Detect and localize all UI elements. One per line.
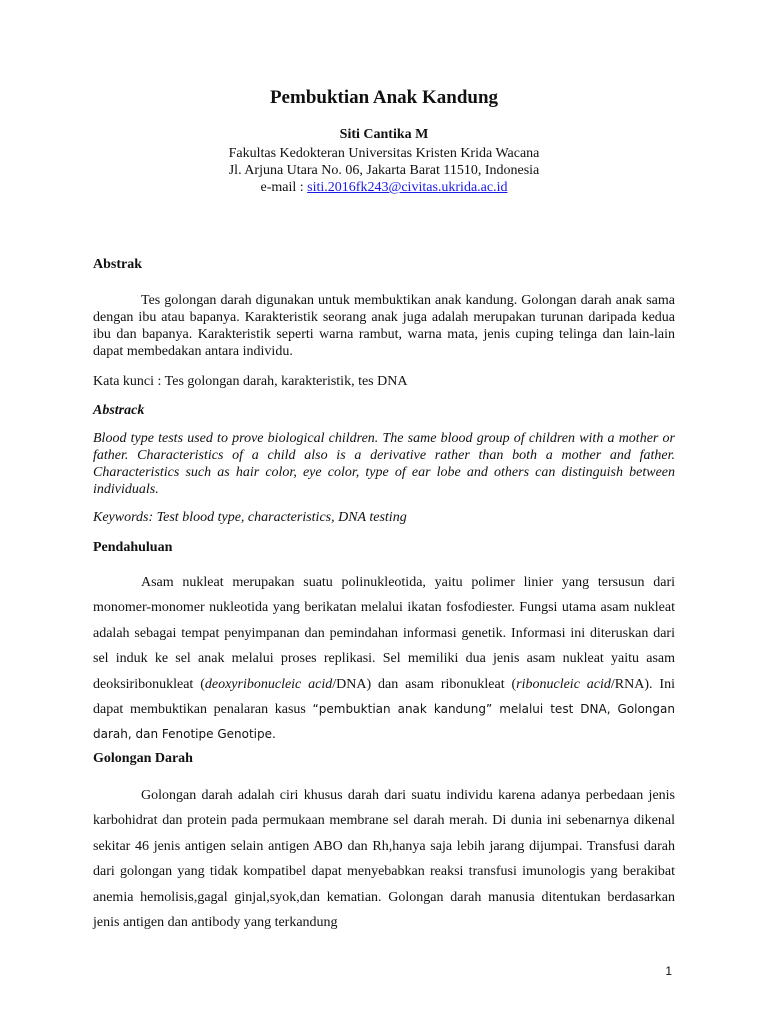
- pendahuluan-text-c: /RNA). Ini dapat membuktikan penalaran kasus: [93, 676, 675, 718]
- abstrak-keywords: Kata kunci : Tes golongan darah, karakteristik, tes DNA: [93, 374, 408, 389]
- abstrak-body: Tes golongan darah digunakan untuk membuktikan anak kandung. Golongan darah anak sama dengan ibu atau bapanya. Karakteristik seorang anak juga adalah merupakan turunan daripada kedua ibu dan bapanya. Karakteristik seperti warna rambut, warna mata, jenis cuping telinga dan lain-lain dapat membedakan antara individu.: [93, 293, 675, 359]
- pendahuluan-text-d: “pembuktian anak kandung” melalui test DNA, Golongan darah, dan Fenotipe Genotipe.: [93, 702, 675, 742]
- pendahuluan-body: [93, 570, 675, 748]
- paper-title: Pembuktian Anak Kandung: [269, 87, 499, 108]
- term-dna: deoxyribonucleic acid: [204, 676, 333, 692]
- email-prefix: e-mail :: [260, 180, 308, 195]
- abstrak-heading: Abstrak: [93, 257, 143, 272]
- page-number: 1: [665, 964, 672, 978]
- affiliation-address: Jl. Arjuna Utara No. 06, Jakarta Barat 11510, Indonesia: [228, 163, 540, 178]
- pendahuluan-heading: Pendahuluan: [93, 540, 173, 555]
- abstract-en-heading: Abstrack: [93, 403, 145, 418]
- term-rna: ribonucleic acid: [516, 676, 611, 692]
- email-link[interactable]: siti.2016fk243@civitas.ukrida.ac.id: [307, 180, 508, 195]
- golongan-darah-heading: Golongan Darah: [93, 751, 193, 766]
- abstract-en-keywords: Keywords: Test blood type, characteristics, DNA testing: [93, 510, 407, 525]
- affiliation-faculty: Fakultas Kedokteran Universitas Kristen Krida Wacana: [228, 146, 540, 161]
- author-name: Siti Cantika M: [339, 127, 429, 142]
- affiliation-email-line: [0, 179, 768, 196]
- golongan-darah-body: Golongan darah adalah ciri khusus darah dari suatu individu karena adanya perbedaan jenis karbohidrat dan protein pada permukaan membrane sel darah merah. Di dunia ini sebenarnya dikenal sekitar 46 jenis antigen selain antigen ABO dan Rh,hanya saja lebih jarang dijumpai. Transfusi darah dari golongan yang tidak kompatibel dapat menyebabkan reaksi transfusi imunologis yang berakibat anemia hemolisis,gagal ginjal,syok,dan kematian. Golongan darah manusia ditentukan berdasarkan jenis antigen dan antibody yang terkandung: [93, 788, 675, 931]
- pendahuluan-text-a: Asam nukleat merupakan suatu polinukleotida, yaitu polimer linier yang tersusun dari monomer-monomer nukleotida yang berikatan melalui ikatan fosfodiester. Fungsi utama asam nukleat adalah sebagai tempat penyimpanan dan pemindahan informasi genetik. Informasi ini diteruskan dari sel induk ke sel anak melalui proses replikasi. Sel memiliki dua jenis asam nukleat yaitu asam deoksiribonukleat (: [93, 575, 675, 692]
- pendahuluan-text-b: /DNA) dan asam ribonukleat (: [332, 676, 517, 692]
- abstract-en-body: Blood type tests used to prove biological children. The same blood group of children with a mother or father. Characteristics of a child also is a derivative rather than both a mother and father. Characteristics such as hair color, eye color, type of ear lobe and others can distinguish between individuals.: [93, 431, 675, 497]
